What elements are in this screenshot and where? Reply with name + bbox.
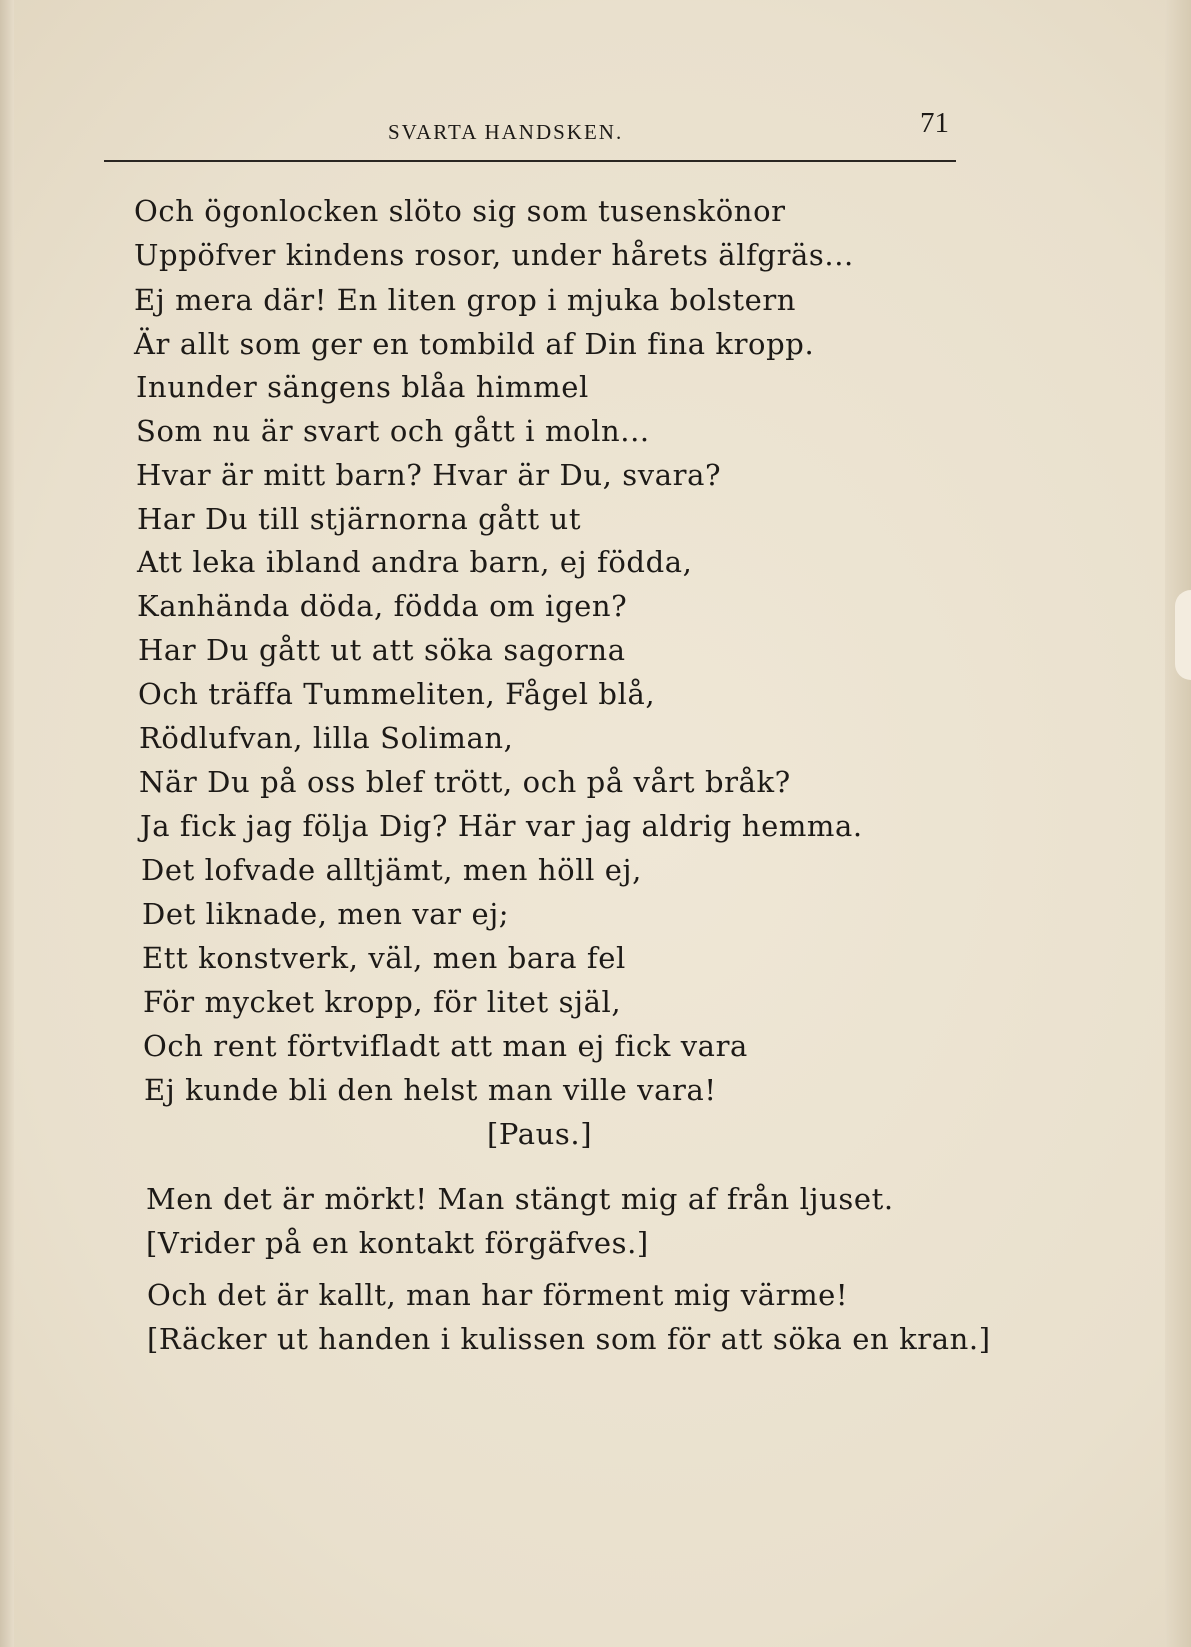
text-line: Har Du till stjärnorna gått ut [137, 502, 582, 536]
text-line: Och träffa Tummeliten, Fågel blå, [138, 677, 656, 711]
stage-direction: [Räcker ut handen i kulissen som för att söka en kran.] [147, 1322, 991, 1356]
page-number: 71 [920, 107, 949, 139]
text-line: Ej mera där! En liten grop i mjuka bolstern [134, 283, 797, 317]
text-line: Det liknade, men var ej; [142, 897, 510, 931]
page-right-edge [1165, 0, 1191, 1647]
text-line: För mycket kropp, för litet själ, [143, 985, 622, 1019]
stage-direction: [Vrider på en kontakt förgäfves.] [146, 1226, 649, 1260]
text-line: Ej kunde bli den helst man ville vara! [144, 1073, 717, 1107]
text-line: När Du på oss blef trött, och på vårt bråk? [139, 765, 791, 799]
header-rule [104, 160, 956, 162]
stage-direction: [Paus.] [487, 1117, 593, 1151]
text-line: Ja fick jag följa Dig? Här var jag aldrig hemma. [140, 809, 863, 843]
text-line: Rödlufvan, lilla Soliman, [139, 721, 514, 755]
text-line: Som nu är svart och gått i moln... [136, 414, 650, 448]
text-line: Inunder sängens blåa himmel [136, 370, 589, 404]
page-left-edge [0, 0, 14, 1647]
text-line: Kanhända döda, födda om igen? [137, 589, 628, 623]
text-line: Och ögonlocken slöto sig som tusenskönor [134, 194, 786, 228]
text-line: Har Du gått ut att söka sagorna [138, 633, 626, 667]
text-line: Det lofvade alltjämt, men höll ej, [141, 853, 642, 887]
text-line: Hvar är mitt barn? Hvar är Du, svara? [136, 458, 722, 492]
text-line: Uppöfver kindens rosor, under hårets älfgräs... [134, 238, 854, 272]
page-edge-tab [1175, 590, 1191, 680]
text-line: Och det är kallt, man har förment mig värme! [147, 1278, 849, 1312]
text-line: Och rent förtvifladt att man ej fick vara [143, 1029, 748, 1063]
text-line: Men det är mörkt! Man stängt mig af från ljuset. [146, 1182, 894, 1216]
text-line: Ett konstverk, väl, men bara fel [142, 941, 626, 975]
text-line: Är allt som ger en tombild af Din fina kropp. [134, 327, 815, 361]
running-head: SVARTA HANDSKEN. [388, 120, 624, 144]
text-line: Att leka ibland andra barn, ej födda, [137, 545, 693, 579]
